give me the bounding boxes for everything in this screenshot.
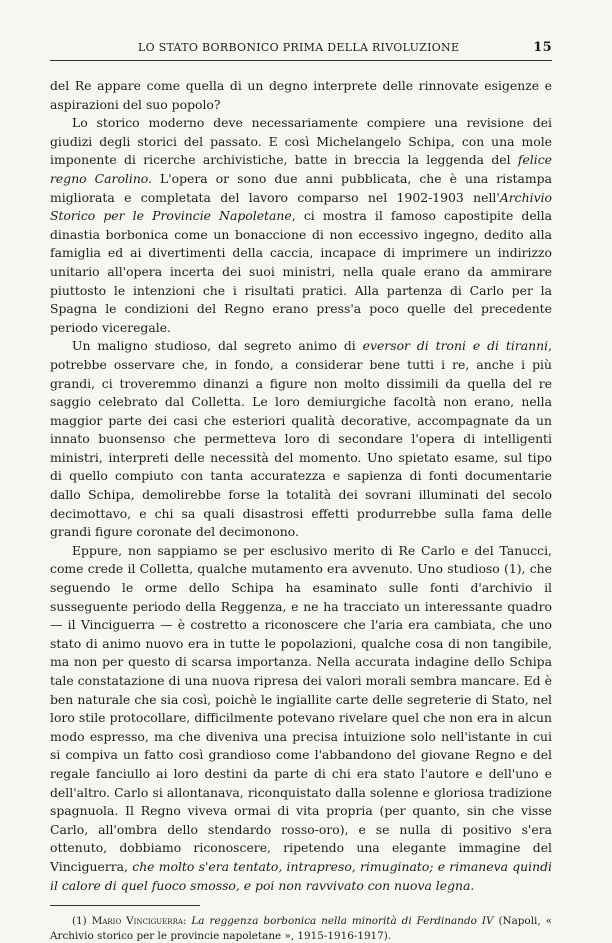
text-run: (Napoli, « Archivio storico per le provincie napoletane », 1915-1916-1917).	[50, 915, 552, 942]
text-run: Lo storico moderno deve necessariamente compiere una revisione dei giudizi degli storici del passato. E così Michelangelo Schipa, con una mole imponente di ricerche archivistiche, batte in breccia la leggenda del	[50, 115, 552, 168]
text-run: potrebbe osservare che, in fondo, a considerar bene tutti i re, anche i più grandi, ci troveremmo dinanzi a figure non molto dissimili da quella del re saggio celebrato dal Colletta. Le loro demiurgiche facoltà non erano, nella maggior parte dei casi che esteriori qualità decorative, accompagnate da un innato buonsenso che permetteva loro di secondare l'opera di intelligenti ministri, interpreti delle necessità del momento. Uno spietato esame, sul tipo di quello compiuto con tanta accuratezza e sapienza di fonti documentarie dallo Schipa, demolirebbe forse la totalità dei sovrani illuminati del secolo decimottavo, e chi sa quali disastrosi effetti produrrebbe sulla fama delle grandi figure coronate del decimonono.	[50, 356, 552, 540]
paragraph	[50, 542, 552, 895]
paragraph	[50, 337, 552, 542]
footnote	[50, 914, 552, 943]
page-number: 15	[533, 40, 552, 55]
paragraph	[50, 114, 552, 337]
italic-text: felice regno Carolino.	[50, 152, 552, 186]
body-text	[50, 77, 552, 895]
text-run: :	[182, 915, 192, 928]
italic-text: che molto s'era tentato, intrapreso, rimuginato; e rimaneva quindi il calore di quel fuoco smosso, e poi non ravvivato con nuova legna.	[50, 858, 552, 893]
italic-text: Archivio Storico per le Provincie Napoletane	[50, 189, 552, 224]
text-run: Un maligno studioso, dal segreto animo di	[72, 338, 363, 354]
running-head	[50, 40, 552, 61]
text-run: del Re appare come quella di un degno interprete delle rinnovate esigenze e aspirazioni del suo popolo?	[50, 78, 552, 112]
italic-text: La reggenza borbonica nella minorità di Ferdinando IV	[191, 915, 494, 928]
author-name: Mario Vinciguerra	[91, 915, 183, 928]
running-title: LO STATO BORBONICO PRIMA DELLA RIVOLUZIONE	[137, 41, 460, 54]
footnote-text	[50, 914, 552, 943]
page	[50, 40, 552, 943]
text-run: , ci mostra il famoso capostipite della dinastia borbonica come un bonaccione di non eccessivo ingegno, dedito alla famiglia ed ai divertimenti della caccia, incapace di imprimere un indirizzo unitario all'opera incerta dei suoi ministri, nella quale erano da ammirare piuttosto le intenzioni che i risultati pratici. Alla partenza di Carlo per la Spagna le condizioni del Regno erano press'a poco quelle del precedente periodo viceregale.	[50, 208, 552, 335]
paragraph	[50, 77, 552, 114]
italic-text: eversor di troni e di tiranni,	[362, 338, 552, 354]
footnote-separator	[50, 905, 200, 906]
text-run: (1)	[72, 915, 92, 928]
text-run: Eppure, non sappiamo se per esclusivo merito di Re Carlo e del Tanucci, come crede il Colletta, qualche mutamento era avvenuto. Uno studioso (1), che seguendo le orme dello Schipa ha esaminato sulle fonti d'archivio il susseguente periodo della Reggenza, e ne ha tracciato un interessante quadro — il Vinciguerra — è costretto a riconoscere che l'aria era cambiata, che uno stato di animo nuovo era in tutte le popolazioni, qualche cosa di non tangibile, ma non per questo di scarsa importanza. Nella accurata indagine dello Schipa tale constatazione di una nuova ripresa dei valori morali sembra mancare. Ed è ben naturale che sia così, poichè le ingiallite carte delle segreterie di Stato, nel loro stile protocollare, difficilmente potevano rivelare quel che non era in alcun modo espresso, ma che diveniva una precisa intuizione solo nell'istante in cui si compiva un fatto così grandioso come l'abbandono del giovane Regno e del regale fanciullo ai loro destini da parte di chi era stato l'autore e dell'uno e dell'altro. Carlo si allontanava, riconquistato dalla solenne e gloriosa tradizione spagnuola. Il Regno viveva ormai di vita propria (per quanto, sin che visse Carlo, all'ombra dello stendardo rosso-oro), e se nulla di positivo s'era ottenuto, dobbiamo riconoscere, ripetendo una elegante immagine del Vinciguerra,	[50, 542, 552, 874]
text-run: L'opera or sono due anni pubblicata, che è una ristampa migliorata e completata del lavoro comparso nel 1902-1903 nell'	[50, 170, 552, 205]
